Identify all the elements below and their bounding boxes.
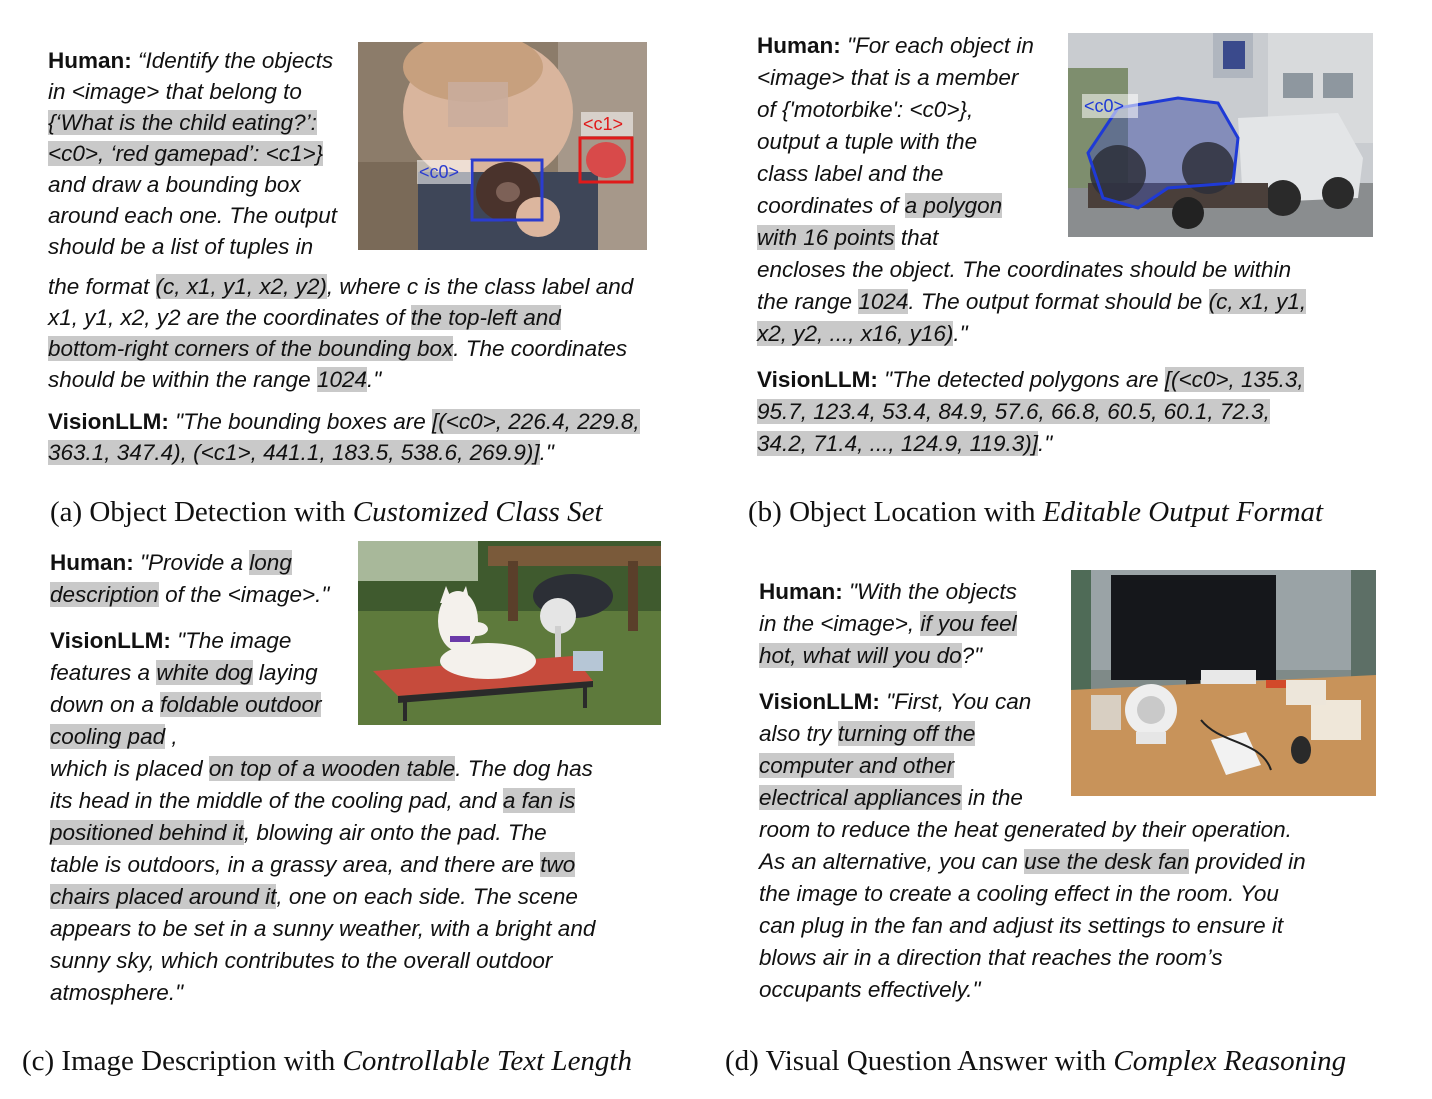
panel-b-text: Human: "For each object in <image> that is a member of {'motorbike': <c0>}, output a tuple with the class label and the coordinates of a polygon with 16 points that encloses the object. The coordinates should be within the range 1024. The output format should be (c, x1, y1, x2, y2, ..., x16, y16)." VisionLLM: "The detected polygons are [(<c0>, 135.3, 95.7, 123.4, 53.4, 84.9, 57.6, 66.8, 60.5, 60.1, 72.3, 34.2, 71.4, ..., 124.9, 119.3)]." [757,33,1307,456]
motorbike-trailer-photo [1068,33,1373,237]
panel-a-line-1: Human: “Identify the objects [48,48,334,73]
caption-a: (a) Object Detection with Customized Class Set [50,496,603,528]
panel-c-answer: VisionLLM: "The image [50,628,292,653]
panel-d-answer: VisionLLM: "First, You can [759,689,1032,714]
box-label-c0: <c0> [1084,96,1125,116]
vision-label: VisionLLM: [759,689,880,714]
panel-a-text: Human: “Identify the objects in <image> that belong to {‘What is the child eating?’: <c0>, ‘red gamepad’: <c1>} and draw a bounding box around each one. The output should be a list of tuples in the format (c, x1, y1, x2, y2), where c is the class label and x1, y1, x2, y2 are the coordinates of the top-left and bottom-right corners of the bounding box. The coordinates should be within the range 1024." VisionLLM: "The bounding boxes are [(<c0>, 226.4, 229.8, 363.1, 347.4), (<c1>, 441.1, 183.5, 538.6, 269.9)]." [48,45,640,468]
vision-label: VisionLLM: [48,409,169,434]
human-label: Human: [48,48,132,73]
caption-c: (c) Image Description with Controllable Text Length [22,1045,632,1077]
white-dog-photo [358,541,661,725]
office-desk-photo [1071,570,1376,796]
human-label: Human: [50,550,134,575]
panel-b-answer: VisionLLM: "The detected polygons are [(<c0>, 135.3, [757,367,1304,392]
human-label: Human: [757,33,841,58]
vision-label: VisionLLM: [757,367,878,392]
human-label: Human: [759,579,843,604]
box-label-c1: <c1> [583,114,624,134]
panel-c-text: Human: "Provide a long description of the <image>." VisionLLM: "The image features a white dog laying down on a foldable outdoor cooling pad , which is placed on top of a wooden table. The dog has its head in the middle of the cooling pad, and a fan is positioned behind it, blowing air onto the pad. The table is outdoors, in a grassy area, and there are two chairs placed around it, one on each side. The scene appears to be set in a sunny weather, with a bright and sunny sky, which contributes to the overall outdoor atmosphere." [50,550,596,1005]
caption-b: (b) Object Location with Editable Output Format [748,496,1324,528]
vision-label: VisionLLM: [50,628,171,653]
panel-a-answer: VisionLLM: "The bounding boxes are [(<c0>, 226.4, 229.8, [48,409,640,434]
box-label-c0: <c0> [419,162,460,182]
panel-d-text: Human: "With the objects in the <image>, if you feel hot, what will you do?" VisionLLM: "First, You can also try turning off the computer and other electrical appliances in the room to reduce the heat generated by their operation. As an alternative, you can use the desk fan provided in the image to create a cooling effect in the room. You can plug in the fan and adjust its settings to ensure it blows air in a direction that reaches the room’s occupants effectively." [759,579,1306,1002]
child-eating-photo [358,42,647,250]
caption-d: (d) Visual Question Answer with Complex Reasoning [725,1045,1347,1077]
